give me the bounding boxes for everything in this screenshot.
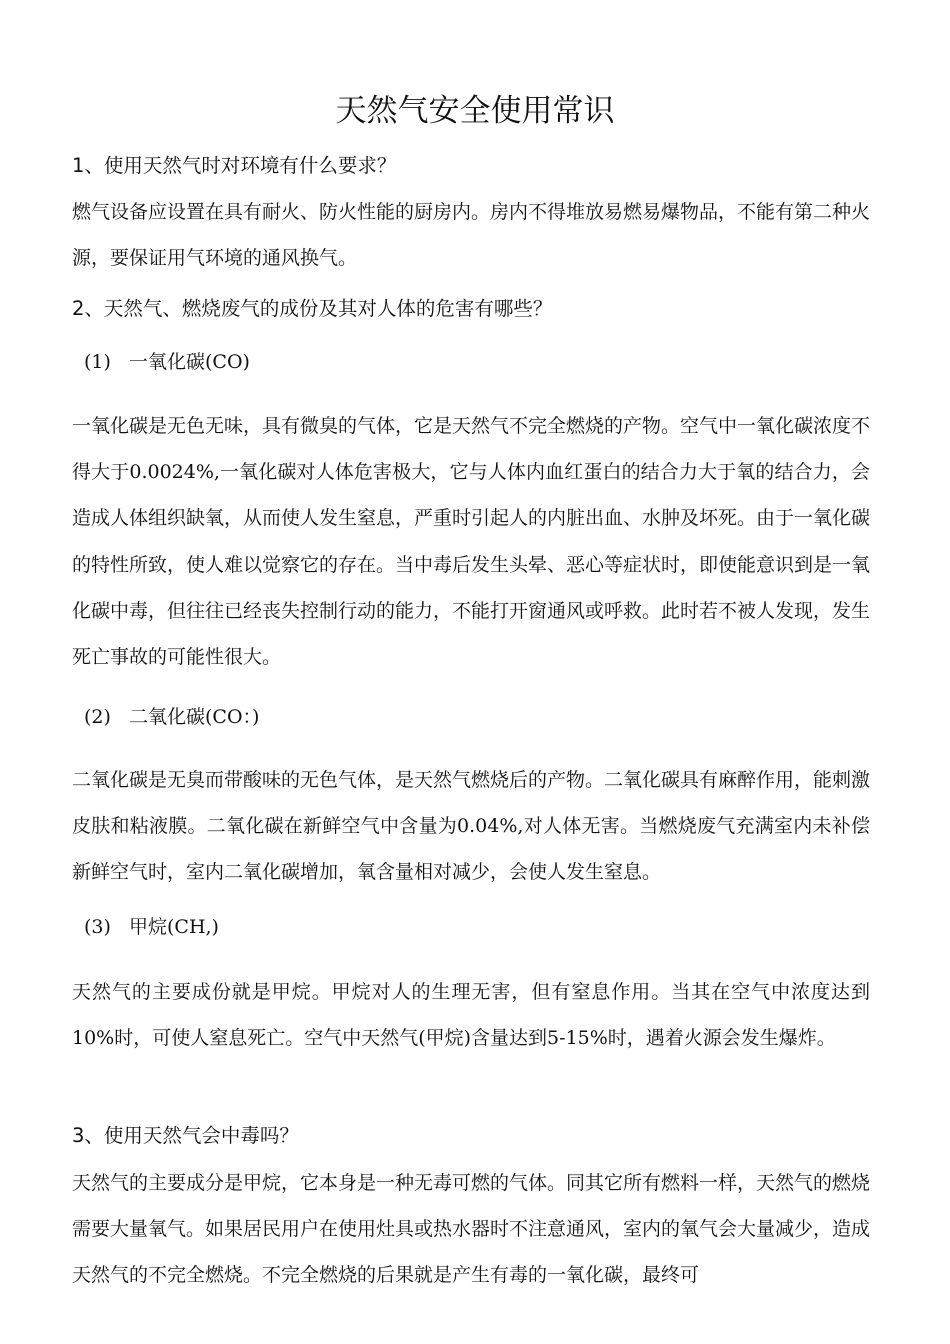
subsection-ch4-heading — [84, 912, 219, 942]
subsection-co-heading — [84, 347, 250, 377]
section-3-body: 天然气的主要成分是甲烷，它本身是一种无毒可燃的气体。同其它所有燃料一样，天然气的燃烧需要大量氧气。如果居民用户在使用灶具或热水器时不注意通风，室内的氧气会大量减少，造成天然气的不完全燃烧。不完全燃烧的后果就是产生有毒的一氧化碳，最终可 — [72, 1172, 871, 1287]
subsection-number: (1) — [84, 351, 111, 373]
subsection-name: 甲烷(CH,) — [129, 916, 219, 938]
section-1-heading: 1、使用天然气时对环境有什么要求？ — [72, 154, 397, 177]
subsection-co2-body: 二氧化碳是无臭而带酸味的无色气体，是天然气燃烧后的产物。二氧化碳具有麻醉作用，能刺激皮肤和粘液膜。二氧化碳在新鲜空气中含量为0.04%,对人体无害。当燃烧废气充满室内未补偿新鲜空气时，室内二氧化碳增加，氧含量相对减少，会使人发生窒息。 — [72, 769, 871, 884]
subsection-name: 二氧化碳(CO：) — [129, 706, 260, 728]
page-title: 天然气安全使用常识 — [335, 93, 615, 129]
section-2-heading: 2、天然气、燃烧废气的成份及其对人体的危害有哪些？ — [72, 297, 553, 320]
section-3-heading: 3、使用天然气会中毒吗？ — [72, 1124, 299, 1147]
section-1-body: 燃气设备应设置在具有耐火、防火性能的厨房内。房内不得堆放易燃易爆物品，不能有第二种火源，要保证用气环境的通风换气。 — [72, 201, 871, 270]
subsection-co2-heading — [84, 702, 259, 732]
subsection-co-body: 一氧化碳是无色无味，具有微臭的气体，它是天然气不完全燃烧的产物。空气中一氧化碳浓度不得大于0.0024%,一氧化碳对人体危害极大，它与人体内血红蛋白的结合力大于氧的结合力，会造成人体组织缺氧，从而使人发生窒息，严重时引起人的内脏出血、水肿及坏死。由于一氧化碳的特性所致，使人难以觉察它的存在。当中毒后发生头晕、恶心等症状时，即使能意识到是一氧化碳中毒，但往往已经丧失控制行动的能力，不能打开窗通风或呼救。此时若不被人发现，发生死亡事故的可能性很大。 — [72, 415, 871, 669]
subsection-number: (2) — [84, 706, 111, 728]
subsection-number: (3) — [84, 916, 111, 938]
subsection-name: 一氧化碳(CO) — [129, 351, 250, 373]
subsection-ch4-body: 天然气的主要成份就是甲烷。甲烷对人的生理无害，但有窒息作用。当其在空气中浓度达到10%时，可使人窒息死亡。空气中天然气(甲烷)含量达到5-15%时，遇着火源会发生爆炸。 — [72, 981, 870, 1050]
